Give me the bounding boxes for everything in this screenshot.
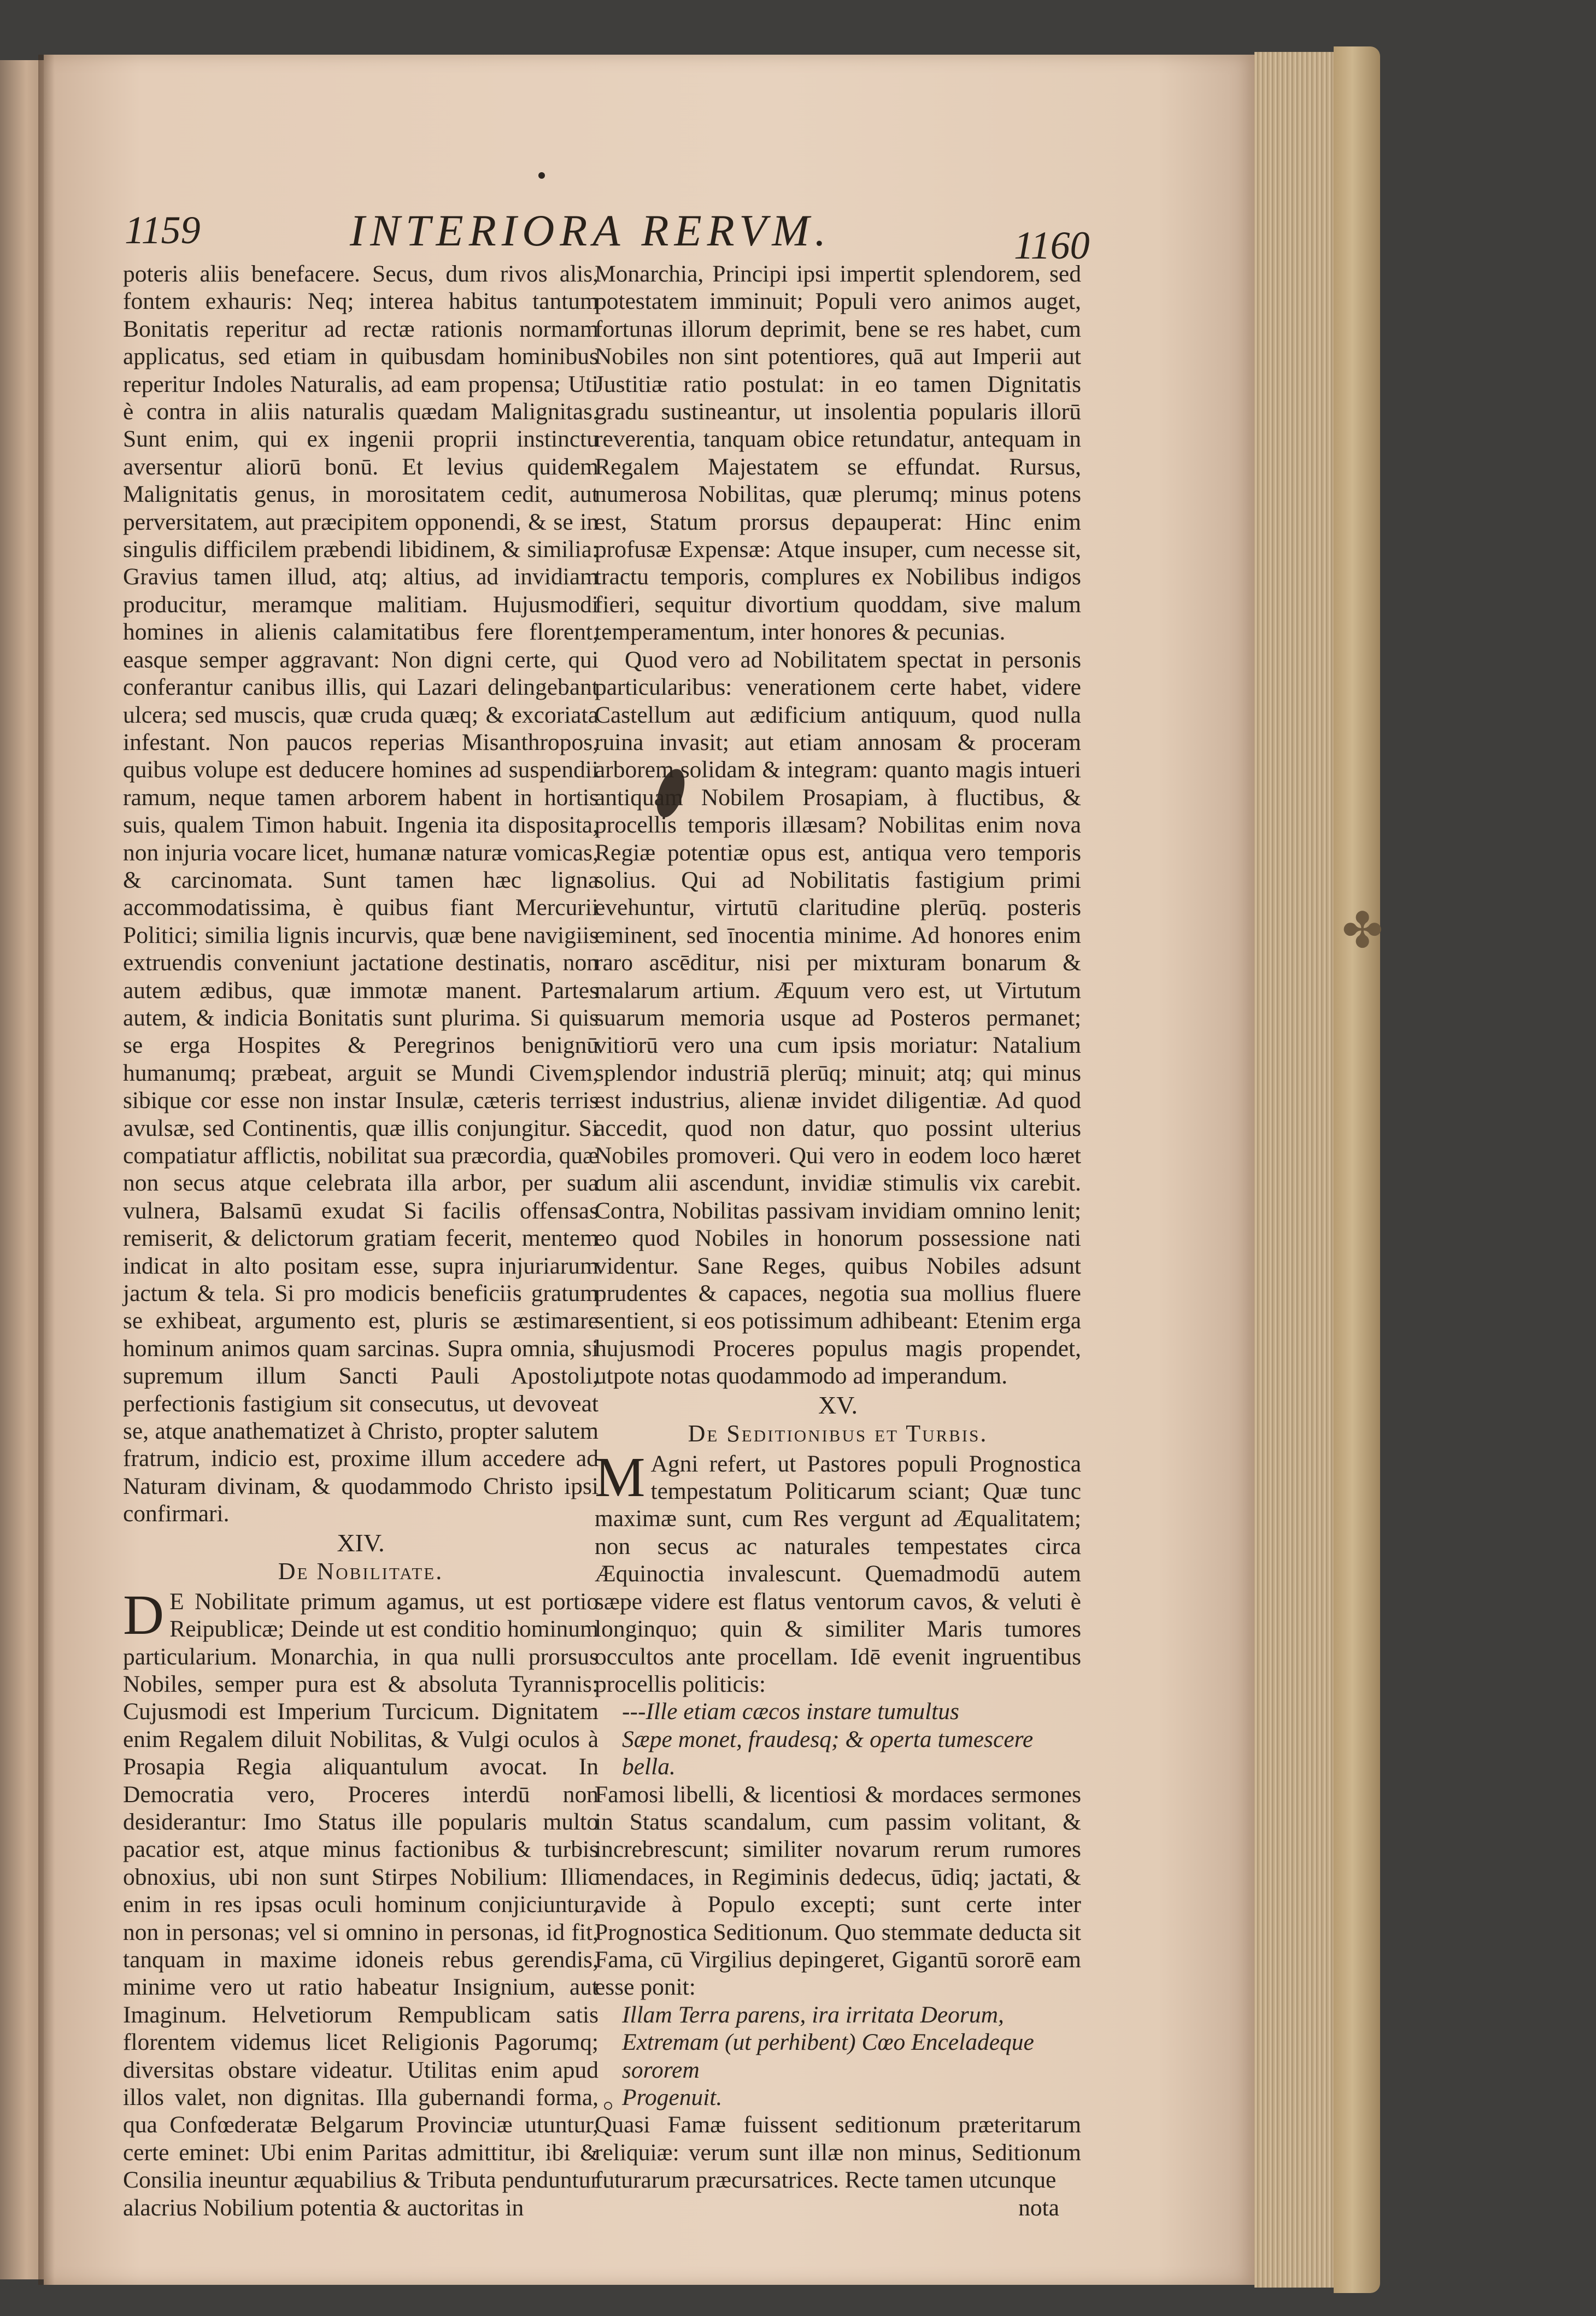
right-column xyxy=(595,260,1081,2221)
paragraph-with-drop-cap xyxy=(595,1445,1081,1698)
verse-line: Extremam (ut perhibent) Cœo Enceladeque sororem xyxy=(622,2029,1034,2083)
paragraph: Quod vero ad Nobilitatem spectat in personis particularibus: venerationem certe habet, videre Castellum aut ædificium antiquum, quod nulla ruina invasit; aut etiam annosam & proceram arborem solidam & integram: quanto magis intueri antiquam Nobilem Prosapiam, à fluctibus, & procellis temporis illæsam? Nobilitas enim nova Regiæ potentiæ opus est, antiqua vero temporis solius. Qui ad Nobilitatis fastigium primi evehuntur, virtutū claritudine plerūq. posteris eminent, sed īnocentia minime. Ad honores enim raro ascēditur, nisi per mixturam bonarum & malarum artium. Æquum vero est, ut Virtutum suarum memoria usque ad Posteros permanet; vitiorū vero una cum ipsis moriatur: Natalium splendor industriā plerūq; minuit; atq; qui minus est industrius, alienæ invidet diligentiæ. Ad quod accedit, quod non datur, quo possint ulterius Nobiles promoveri. Qui vero in eodem loco hæret dum alii ascendunt, invidiæ stimulis vix carebit. Contra, Nobilitas passivam invidiam omnino lenit; eo quod Nobiles in honorum possessione nati videntur. Sane Reges, quibus Nobiles adsunt prudentes & capaces, negotia sua mollius fluere sentient, si eos potissimum adhibeant: Etenim erga hujusmodi Proceres populus magis propendet, utpote notas quodammodo ad imperandum. xyxy=(595,646,1081,1389)
gutter-shadow xyxy=(38,55,55,2285)
paragraph-with-drop-cap xyxy=(123,1583,598,2221)
paragraph: Famosi libelli, & licentiosi & mordaces sermones in Status scandalum, cum passim volitant, & increbrescunt; similiter novarum rerum rumores mendaces, in Regiminis dedecus, ūdiq; jactati, & avide à Populo excepti; sunt certe inter Prognostica Seditionum. Quo stemmate deducta sit Fama, cū Virgilius depingeret, Gigantū sororē eam esse ponit: xyxy=(595,1781,1081,2001)
header-dot xyxy=(538,172,545,179)
verse-line: Sæpe monet, fraudesq; & operta tumescere bella. xyxy=(622,1726,1034,1780)
paragraph-text: Agni refert, ut Pastores populi Prognostica tempestatum Politicarum sciant; Quæ tunc maximæ sunt, cum Res vergunt ad Æqualitatem; non secus ac naturales tempestates circa Æquinoctia invalescunt. Quemadmodū autem sæpe videre est flatus ventorum cavos, & veluti è longinquo; quin & similiter Maris tumores occultos ante procellam. Idē evenit ingruentibus procellis politicis: xyxy=(595,1450,1081,1697)
page-number-left: 1159 xyxy=(125,208,201,252)
paragraph-text: E Nobilitate primum agamus, ut est portio Reipublicæ; Deinde ut est conditio hominum particularium. Monarchia, in qua nulli prorsus Nobiles, semper pura est & absoluta Tyrannis: Cujusmodi est Imperium Turcicum. Dignitatem enim Regalem diluit Nobilitas, & Vulgi oculos à Prosapia Regia aliquantulum avocat. In Democratia vero, Proceres interdū non desiderantur: Imo Status ille popularis multo pacatior est, atque minus factionibus & turbis obnoxius, ubi non sunt Stirpes Nobilium: Illic enim in res ipsas oculi hominum conjiciuntur, non in personas; vel si omnino in personas, id fit, tanquam in maxime idoneis rebus gerendis, minime vero ut ratio habeatur Insignium, aut Imaginum. Helvetiorum Rempublicam satis florentem videmus licet Religionis Pagorumq; diversitas obstare videatur. Utilitas enim apud illos valet, non dignitas. Illa gubernandi forma, qua Confœderatæ Belgarum Provinciæ utuntur, certe eminet: Ubi enim Paritas admittitur, ibi & Consilia ineuntur æquabilius & Tributa penduntur alacrius Nobilium potentia & auctoritas in xyxy=(123,1588,598,2221)
catchword: nota xyxy=(1018,2194,1059,2221)
facing-page-edge xyxy=(0,60,44,2279)
section-number: XIV. xyxy=(337,1528,385,1557)
verse-line: Progenuit. xyxy=(622,2084,723,2110)
left-column xyxy=(123,260,598,2221)
section-title: De Nobilitate. xyxy=(278,1557,444,1585)
signature-mark xyxy=(604,2102,612,2110)
running-head: INTERIORA RERVM. xyxy=(350,206,832,255)
drop-cap: D xyxy=(123,1583,165,1646)
verse-line: Illam Terra parens, ira irritata Deorum, xyxy=(622,2001,1004,2028)
paragraph: Quasi Famæ fuissent seditionum præteritarum reliquiæ: verum sunt illæ non minus, Seditionum futurarum præcursatrices. Recte tamen utcunque xyxy=(595,2112,1081,2194)
verse-quote xyxy=(622,2001,1081,2112)
paragraph: Monarchia, Principi ipsi impertit splendorem, sed potestatem imminuit; Populi vero animos auget, fortunas illorum deprimit, bene se res habet, cum Nobiles non sint potentiores, quā aut Imperii aut Justitiæ ratio postulat: in eo tamen Dignitatis gradu sustineantur, ut insolentia popularis illorū reverentia, tanquam obice retundatur, antequam in Regalem Majestatem se effundat. Rursus, numerosa Nobilitas, quæ plerumq; minus potens est, Statum prorsus depauperat: Hinc enim profusæ Expensæ: Atque insuper, cum necesse sit, tractu temporis, complures ex Nobilibus indigos fieri, sequitur divortium quoddam, sive malum temperamentum, inter honores & pecunias. xyxy=(595,261,1081,646)
book-cover-edge xyxy=(1334,46,1380,2293)
cover-ornament-icon: ✤ xyxy=(1342,902,1383,959)
drop-cap: M xyxy=(595,1445,646,1509)
verse-line: ---Ille etiam cæcos instare tumultus xyxy=(622,1698,959,1725)
paragraph: poteris aliis benefacere. Secus, dum rivos alis, fontem exhauris: Neq; interea habitus tantum Bonitatis reperitur ad rectæ rationis normam applicatus, sed etiam in quibusdam hominibus reperitur Indoles Naturalis, ad eam propensa; Uti è contra in aliis naturalis quædam Malignitas. Sunt enim, qui ex ingenii proprii instinctu aversentur aliorū bonū. Et levius quidem Malignitatis genus, in morositatem cedit, aut perversitatem, aut præcipitem opponendi, & se in singulis difficilem præbendi libidinem, & similia: Gravius tamen illud, atq; altius, ad invidiam producitur, meramque malitiam. Hujusmodi homines in alienis calamitatibus fere florent, easque semper aggravant: Non digni certe, qui conferantur canibus illis, qui Lazari delingebant ulcera; sed muscis, quæ cruda quæq; & excoriata infestant. Non paucos reperias Misanthropos, quibus volupe est deducere homines ad suspendii ramum, neque tamen arborem habent in hortis suis, qualem Timon habuit. Ingenia ita disposita, non injuria vocare licet, humanæ naturæ vomicas, & carcinomata. Sunt tamen hæc ligna accommodatissima, è quibus fiant Mercurii Politici; similia lignis incurvis, quæ bene navigiis extruendis conveniunt jactatione destinatis, non autem ædibus, quæ immotæ manent. Partes autem, & indicia Bonitatis sunt plurima. Si quis se erga Hospites & Peregrinos benignū humanumq; præbeat, arguit se Mundi Civem, sibique cor esse non instar Insulæ, cæteris terris avulsæ, sed Continentis, quæ illis conjungitur. Si compatiatur afflictis, nobilitat sua præcordia, quæ non secus atque celebrata illa arbor, per sua vulnera, Balsamū exudat Si facilis offensas remiserit, & delictorum gratiam fecerit, mentem indicat in alto positam esse, supra injuriarum jactum & tela. Si pro modicis beneficiis gratum se exhibeat, argumento est, pluris se æstimare hominum animos quam sarcinas. Supra omnia, si supremum illum Sancti Pauli Apostoli, perfectionis fastigium sit consecutus, ut devoveat se, atque anathematizet à Christo, propter salutem fratrum, indicio est, proxime illum accedere ad Naturam divinam, & quodammodo Christo ipsi confirmari. xyxy=(123,261,598,1527)
verse-quote xyxy=(622,1698,1081,1780)
section-title: De Seditionibus et Turbis. xyxy=(688,1420,988,1447)
section-number: XV. xyxy=(818,1391,858,1419)
page-number-right: 1160 xyxy=(1014,224,1090,267)
